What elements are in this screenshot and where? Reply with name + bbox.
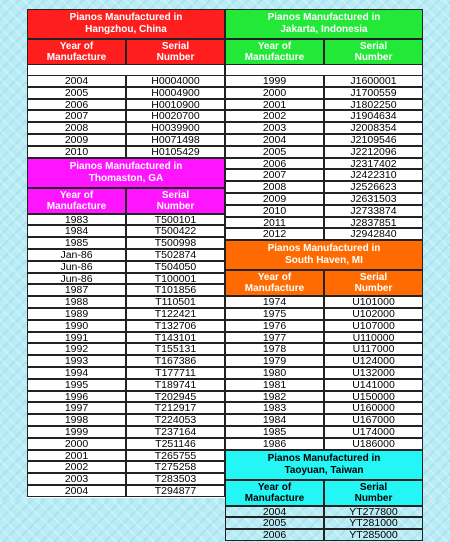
serial-cell: J1904634 (324, 110, 423, 122)
table-row (27, 296, 225, 308)
serial-cell: J2317402 (324, 158, 423, 170)
south-haven-title-line2: South Haven, MI (285, 255, 363, 267)
table-row (27, 343, 225, 355)
table-row (225, 343, 423, 355)
year-cell: 1997 (27, 402, 126, 414)
table-row (225, 332, 423, 344)
serial-cell: T294877 (126, 485, 225, 497)
serial-header-line1: Serial (161, 41, 190, 52)
hangzhou-year-header (27, 39, 126, 65)
year-cell: 1989 (27, 308, 126, 320)
year-cell: Jun-86 (27, 261, 126, 273)
serial-cell: T500101 (126, 214, 225, 226)
serial-header-line1: Serial (359, 481, 388, 493)
jakarta-title-line1: Pianos Manufactured in (267, 12, 381, 23)
year-cell: 1974 (225, 296, 324, 308)
table-row (225, 402, 423, 414)
serial-cell: U141000 (324, 379, 423, 391)
year-cell: 1994 (27, 367, 126, 379)
table-row (27, 284, 225, 296)
year-cell: 2004 (225, 134, 324, 146)
table-row (225, 506, 423, 518)
serial-cell: T237164 (126, 426, 225, 438)
table-row (225, 414, 423, 426)
year-cell: 1996 (27, 391, 126, 403)
serial-cell: U124000 (324, 355, 423, 367)
year-cell: 2008 (27, 122, 126, 134)
year-header-line1: Year of (257, 481, 292, 493)
hangzhou-spacer (27, 65, 225, 75)
jakarta-spacer (225, 65, 423, 75)
year-cell: 2012 (225, 228, 324, 240)
serial-cell: T500422 (126, 225, 225, 237)
table-row (27, 414, 225, 426)
thomaston-year-header (27, 188, 126, 214)
taoyuan-column-headers (225, 480, 423, 506)
year-cell: 1998 (27, 414, 126, 426)
year-cell: 2002 (27, 461, 126, 473)
year-cell: 2007 (225, 169, 324, 181)
serial-cell: J1802250 (324, 99, 423, 111)
year-cell: 2011 (225, 217, 324, 229)
serial-cell: T504050 (126, 261, 225, 273)
year-cell: 2004 (27, 485, 126, 497)
year-cell: 1980 (225, 367, 324, 379)
jakarta-title (225, 9, 423, 39)
serial-cell: YT281000 (324, 517, 423, 529)
year-cell: 2002 (225, 110, 324, 122)
serial-cell: T275258 (126, 461, 225, 473)
table-row (225, 320, 423, 332)
year-cell: 1985 (27, 237, 126, 249)
year-cell: 1976 (225, 320, 324, 332)
thomaston-column-headers (27, 188, 225, 214)
serial-header-line1: Serial (359, 41, 388, 52)
serial-header-line2: Number (354, 52, 393, 63)
table-row (225, 87, 423, 99)
serial-cell: J2942840 (324, 228, 423, 240)
year-cell: 1984 (27, 225, 126, 237)
year-cell: 2010 (225, 205, 324, 217)
table-row (225, 296, 423, 308)
table-row (225, 134, 423, 146)
table-row (225, 308, 423, 320)
table-row (27, 249, 225, 261)
serial-header-line2: Number (156, 200, 195, 212)
year-cell: 2003 (225, 122, 324, 134)
table-row (27, 367, 225, 379)
table-row (27, 308, 225, 320)
serial-cell: T251146 (126, 438, 225, 450)
taoyuan-serial-header (324, 480, 423, 506)
year-header-line2: Manufacture (46, 200, 107, 212)
table-row (225, 169, 423, 181)
year-cell: 2001 (27, 450, 126, 462)
year-cell: 2004 (27, 75, 126, 87)
serial-cell: T502874 (126, 249, 225, 261)
serial-cell: J2526623 (324, 181, 423, 193)
hangzhou-title (27, 9, 225, 39)
table-row (27, 450, 225, 462)
year-cell: 1988 (27, 296, 126, 308)
jakarta-rows (225, 75, 423, 240)
jakarta-column-headers (225, 39, 423, 65)
taoyuan-year-header (225, 480, 324, 506)
table-row (225, 426, 423, 438)
table-row (27, 426, 225, 438)
year-cell: 1995 (27, 379, 126, 391)
serial-cell: T177711 (126, 367, 225, 379)
table-row (225, 517, 423, 529)
serial-cell: U160000 (324, 402, 423, 414)
serial-cell: U110000 (324, 332, 423, 344)
thomaston-title-line2: Thomaston, GA (88, 172, 164, 184)
table-row (27, 461, 225, 473)
year-header-line1: Year of (59, 189, 94, 201)
jakarta-serial-header (324, 39, 423, 65)
table-row (27, 438, 225, 450)
jakarta-year-header (225, 39, 324, 65)
year-cell: 1992 (27, 343, 126, 355)
right-column (225, 9, 423, 541)
table-row (225, 205, 423, 217)
table-row (27, 75, 225, 87)
year-cell: 1983 (225, 402, 324, 414)
year-cell: 2006 (27, 99, 126, 111)
serial-cell: H0004900 (126, 87, 225, 99)
serial-cell: J2837851 (324, 217, 423, 229)
south-haven-serial-header (324, 270, 423, 296)
serial-cell: YT285000 (324, 529, 423, 541)
serial-cell: J2212096 (324, 146, 423, 158)
serial-cell: U132000 (324, 367, 423, 379)
table-row (225, 146, 423, 158)
table-row (225, 438, 423, 450)
serial-cell: U102000 (324, 308, 423, 320)
serial-cell: J1600001 (324, 75, 423, 87)
year-cell: 2001 (225, 99, 324, 111)
south-haven-year-header (225, 270, 324, 296)
thomaston-serial-header (126, 188, 225, 214)
serial-cell: U167000 (324, 414, 423, 426)
year-cell: 1979 (225, 355, 324, 367)
serial-cell: U174000 (324, 426, 423, 438)
year-cell: 1999 (225, 75, 324, 87)
serial-cell: T132706 (126, 320, 225, 332)
serial-cell: H0020700 (126, 110, 225, 122)
table-row (27, 402, 225, 414)
hangzhou-title-line1: Pianos Manufactured in (69, 12, 183, 23)
serial-cell: H0039900 (126, 122, 225, 134)
serial-cell: H0071498 (126, 134, 225, 146)
thomaston-title (27, 158, 225, 188)
table-row (225, 379, 423, 391)
serial-cell: U150000 (324, 391, 423, 403)
table-row (225, 193, 423, 205)
table-row (27, 225, 225, 237)
serial-header-line1: Serial (161, 189, 190, 201)
table-row (27, 485, 225, 497)
table-row (225, 75, 423, 87)
serial-cell: J2109546 (324, 134, 423, 146)
hangzhou-rows (27, 75, 225, 158)
year-cell: 2010 (27, 146, 126, 158)
serial-cell: T189741 (126, 379, 225, 391)
serial-cell: T155131 (126, 343, 225, 355)
table-row (225, 181, 423, 193)
table-row (225, 122, 423, 134)
serial-cell: H0105429 (126, 146, 225, 158)
serial-cell: U186000 (324, 438, 423, 450)
taoyuan-title (225, 450, 423, 480)
year-header-line2: Manufacture (244, 492, 305, 504)
year-cell: 1987 (27, 284, 126, 296)
year-cell: 1985 (225, 426, 324, 438)
table-row (225, 529, 423, 541)
serial-cell: J2008354 (324, 122, 423, 134)
table-row (27, 134, 225, 146)
serial-header-line2: Number (354, 492, 393, 504)
serial-cell: J2422310 (324, 169, 423, 181)
piano-serial-table (27, 9, 423, 542)
year-cell: 2007 (27, 110, 126, 122)
year-cell: 2009 (27, 134, 126, 146)
year-header-line1: Year of (257, 41, 292, 52)
table-row (225, 391, 423, 403)
taoyuan-title-line1: Pianos Manufactured in (267, 452, 381, 464)
year-cell: 1975 (225, 308, 324, 320)
year-header-line2: Manufacture (244, 283, 305, 295)
table-row (27, 473, 225, 485)
year-cell: 2005 (27, 87, 126, 99)
serial-header-line2: Number (156, 52, 195, 63)
table-row (27, 332, 225, 344)
year-cell: 1986 (225, 438, 324, 450)
thomaston-rows (27, 214, 225, 497)
year-cell: 2000 (27, 438, 126, 450)
year-cell: 2005 (225, 146, 324, 158)
year-header-line2: Manufacture (46, 52, 107, 63)
year-cell: 2006 (225, 529, 324, 541)
serial-cell: J2631503 (324, 193, 423, 205)
year-header-line1: Year of (59, 41, 94, 52)
serial-cell: T500998 (126, 237, 225, 249)
serial-cell: J2733874 (324, 205, 423, 217)
table-row (27, 122, 225, 134)
year-header-line2: Manufacture (244, 52, 305, 63)
year-cell: 2009 (225, 193, 324, 205)
serial-cell: T100001 (126, 273, 225, 285)
thomaston-title-line1: Pianos Manufactured in (69, 160, 183, 172)
year-cell: 1993 (27, 355, 126, 367)
table-row (27, 273, 225, 285)
year-cell: 2006 (225, 158, 324, 170)
table-row (225, 158, 423, 170)
table-row (27, 99, 225, 111)
table-row (27, 110, 225, 122)
serial-cell: T212917 (126, 402, 225, 414)
table-row (27, 87, 225, 99)
serial-cell: T202945 (126, 391, 225, 403)
table-row (225, 355, 423, 367)
serial-cell: H0004000 (126, 75, 225, 87)
year-cell: 2003 (27, 473, 126, 485)
table-row (27, 237, 225, 249)
hangzhou-title-line2: Hangzhou, China (85, 24, 167, 35)
year-header-line1: Year of (257, 272, 292, 284)
table-row (27, 146, 225, 158)
serial-cell: T167386 (126, 355, 225, 367)
table-row (225, 110, 423, 122)
south-haven-rows (225, 296, 423, 449)
year-cell: 2000 (225, 87, 324, 99)
serial-cell: T122421 (126, 308, 225, 320)
year-cell: 2008 (225, 181, 324, 193)
serial-header-line1: Serial (359, 272, 388, 284)
serial-cell: T283503 (126, 473, 225, 485)
serial-cell: T110501 (126, 296, 225, 308)
serial-cell: T224053 (126, 414, 225, 426)
table-row (225, 99, 423, 111)
jakarta-title-line2: Jakarta, Indonesia (280, 24, 368, 35)
serial-cell: YT277800 (324, 506, 423, 518)
table-row (225, 367, 423, 379)
table-row (225, 217, 423, 229)
left-column (27, 9, 225, 497)
year-cell: 1990 (27, 320, 126, 332)
year-cell: 2005 (225, 517, 324, 529)
serial-cell: H0010900 (126, 99, 225, 111)
south-haven-column-headers (225, 270, 423, 296)
serial-cell: T101856 (126, 284, 225, 296)
year-cell: Jun-86 (27, 273, 126, 285)
table-row (225, 228, 423, 240)
hangzhou-serial-header (126, 39, 225, 65)
year-cell: 1999 (27, 426, 126, 438)
serial-cell: U117000 (324, 343, 423, 355)
hangzhou-column-headers (27, 39, 225, 65)
taoyuan-rows (225, 506, 423, 541)
table-row (27, 320, 225, 332)
year-cell: Jan-86 (27, 249, 126, 261)
table-row (27, 355, 225, 367)
year-cell: 2004 (225, 506, 324, 518)
south-haven-title (225, 240, 423, 270)
table-row (27, 379, 225, 391)
serial-header-line2: Number (354, 283, 393, 295)
serial-cell: T143101 (126, 332, 225, 344)
year-cell: 1984 (225, 414, 324, 426)
year-cell: 1981 (225, 379, 324, 391)
serial-cell: U107000 (324, 320, 423, 332)
table-row (27, 391, 225, 403)
year-cell: 1991 (27, 332, 126, 344)
south-haven-title-line1: Pianos Manufactured in (267, 243, 381, 255)
year-cell: 1978 (225, 343, 324, 355)
serial-cell: T265755 (126, 450, 225, 462)
taoyuan-title-line2: Taoyuan, Taiwan (284, 464, 364, 476)
serial-cell: U101000 (324, 296, 423, 308)
table-row (27, 261, 225, 273)
table-row (27, 214, 225, 226)
year-cell: 1977 (225, 332, 324, 344)
serial-cell: J1700559 (324, 87, 423, 99)
year-cell: 1982 (225, 391, 324, 403)
year-cell: 1983 (27, 214, 126, 226)
